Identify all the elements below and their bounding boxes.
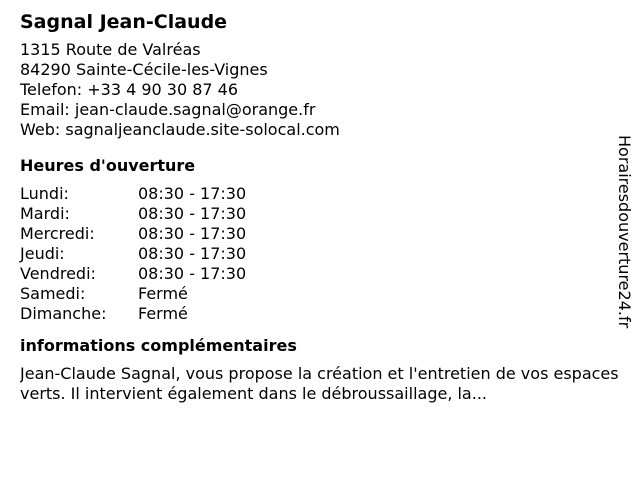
day-label: Mercredi: xyxy=(20,224,95,243)
day-time: 08:30 - 17:30 xyxy=(138,224,247,243)
business-name: Sagnal Jean-Claude xyxy=(20,11,228,33)
address-line-2: 84290 Sainte-Cécile-les-Vignes xyxy=(20,60,268,79)
day-time: Fermé xyxy=(138,304,188,323)
day-label: Vendredi: xyxy=(20,264,96,283)
day-time: Fermé xyxy=(138,284,188,303)
hours-row-sunday xyxy=(20,304,610,324)
hours-row-wednesday xyxy=(20,224,610,244)
info-title: informations complémentaires xyxy=(20,336,297,355)
day-time: 08:30 - 17:30 xyxy=(138,184,247,203)
day-label: Mardi: xyxy=(20,204,70,223)
day-label: Lundi: xyxy=(20,184,69,203)
hours-row-friday xyxy=(20,264,610,284)
phone-line: Telefon: +33 4 90 30 87 46 xyxy=(20,80,239,99)
day-label: Samedi: xyxy=(20,284,86,303)
day-label: Jeudi: xyxy=(20,244,65,263)
hours-row-monday xyxy=(20,184,610,204)
day-time: 08:30 - 17:30 xyxy=(138,244,247,263)
email-line: Email: jean-claude.sagnal@orange.fr xyxy=(20,100,316,119)
day-time: 08:30 - 17:30 xyxy=(138,204,247,223)
day-time: 08:30 - 17:30 xyxy=(138,264,247,283)
hours-title: Heures d'ouverture xyxy=(20,156,196,175)
day-label: Dimanche: xyxy=(20,304,107,323)
hours-row-saturday xyxy=(20,284,610,304)
info-description: Jean-Claude Sagnal, vous propose la création et l'entretien de vos espaces verts. Il intervient également dans le débroussaillage, la... xyxy=(20,364,619,403)
hours-table xyxy=(20,184,610,324)
web-line: Web: sagnaljeanclaude.site-solocal.com xyxy=(20,120,340,139)
address-line-1: 1315 Route de Valréas xyxy=(20,40,201,59)
hours-row-thursday xyxy=(20,244,610,264)
business-card xyxy=(20,8,619,404)
site-watermark: Horairesdouverture24.fr xyxy=(615,135,634,329)
hours-row-tuesday xyxy=(20,204,610,224)
